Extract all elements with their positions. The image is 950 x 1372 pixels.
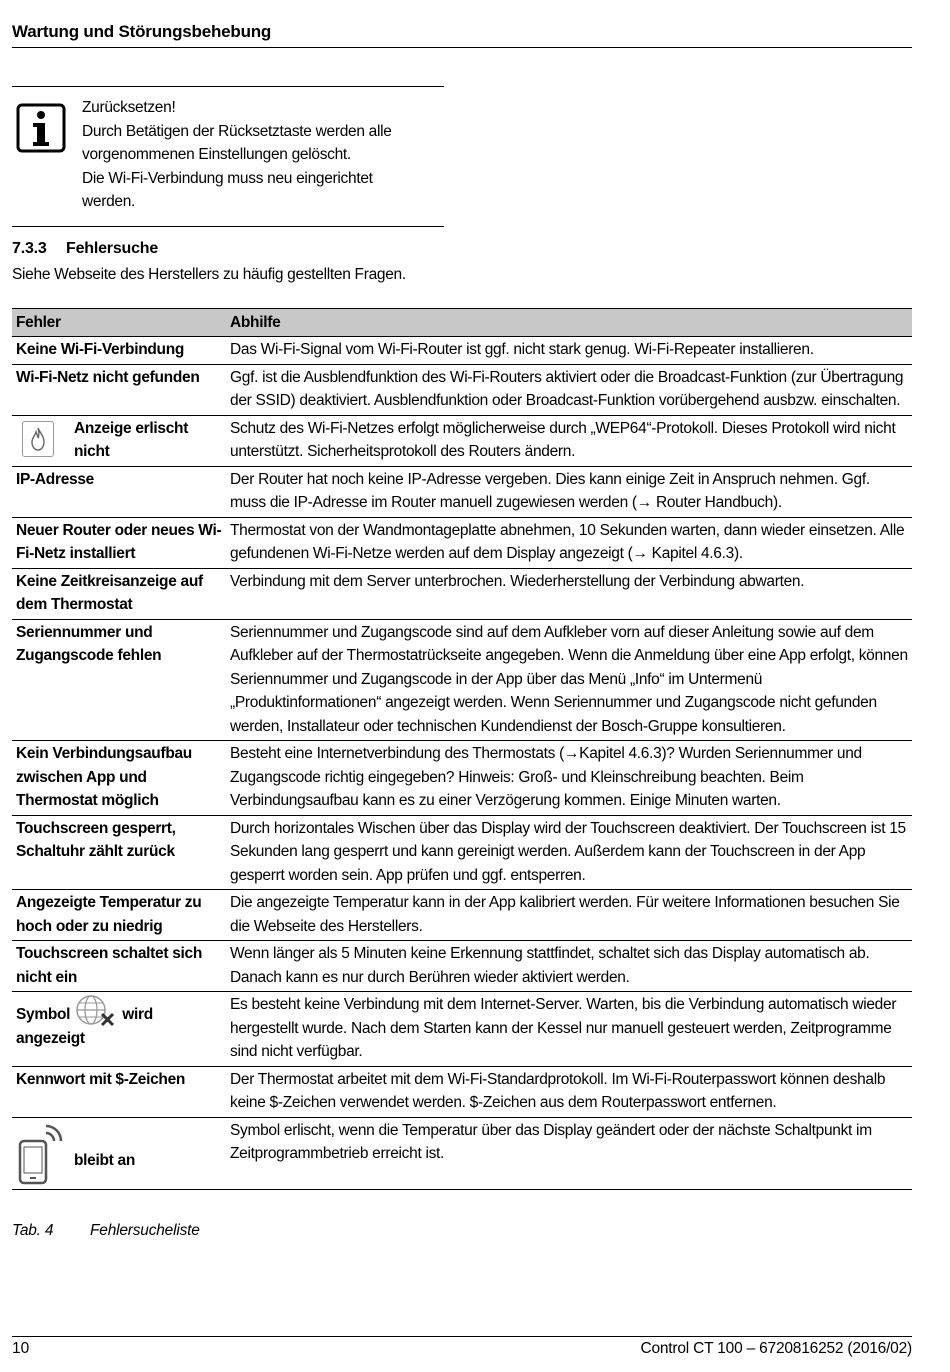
section-heading	[12, 240, 158, 258]
remedy-cell: Schutz des Wi-Fi-Netzes erfolgt möglicherweise durch „WEP64“-Protokoll. Dieses Protokoll wird nicht unterstützt. Sicherheitsprotokoll des Routers ändern.	[226, 415, 912, 466]
table-row	[12, 815, 912, 890]
table-row	[12, 337, 912, 365]
info-line: Zurücksetzen!	[82, 99, 176, 116]
table-row	[12, 568, 912, 619]
table-caption-label: Tab. 4	[12, 1222, 54, 1239]
table-row	[12, 890, 912, 941]
remedy-cell: Symbol erlischt, wenn die Temperatur über das Display geändert oder der nächste Schaltpunkt im Zeitprogrammbetrieb erreicht ist.	[226, 1117, 912, 1189]
info-line: Die Wi-Fi-Verbindung muss neu eingerichtet	[82, 169, 373, 187]
remedy-cell: Verbindung mit dem Server unterbrochen. Wiederherstellung der Verbindung abwarten.	[226, 568, 912, 619]
phone-signal-icon	[16, 1123, 66, 1187]
flame-icon	[22, 421, 54, 457]
remedy-cell: Es besteht keine Verbindung mit dem Internet-Server. Warten, bis die Verbindung automatisch wieder hergestellt wurde. Nach dem Starten kann der Kessel nur manuell gesteuert werden, Zeitprogramme sind nicht verfügbar.	[226, 992, 912, 1067]
column-header-remedy: Abhilfe	[226, 309, 912, 337]
error-cell: Keine Zeitkreisanzeige auf dem Thermostat	[12, 568, 226, 619]
section-title: Fehlersuche	[66, 240, 159, 257]
table-row	[12, 364, 912, 415]
page-header-title: Wartung und Störungsbehebung	[12, 22, 272, 41]
error-cell: Angezeigte Temperatur zu hoch oder zu niedrig	[12, 890, 226, 941]
error-cell: Kennwort mit $-Zeichen	[12, 1066, 226, 1117]
table-row	[12, 517, 912, 568]
table-header-row	[12, 309, 912, 337]
error-cell: Wi-Fi-Netz nicht gefunden	[12, 364, 226, 415]
table-row	[12, 992, 912, 1067]
info-line: werden.	[82, 193, 136, 210]
table-caption-text: Fehlersucheliste	[90, 1222, 200, 1239]
document-reference: Control CT 100 – 6720816252 (2016/02)	[640, 1340, 912, 1357]
error-cell: IP-Adresse	[12, 466, 226, 517]
table-row	[12, 466, 912, 517]
remedy-cell: Der Router hat noch keine IP-Adresse vergeben. Dies kann einige Zeit in Anspruch nehmen. Ggf. muss die IP-Adresse im Router manuell zugewiesen werden (→ Router Handbuch).	[226, 466, 912, 517]
remedy-cell: Thermostat von der Wandmontageplatte abnehmen, 10 Sekunden warten, dann wieder einsetzen. Alle gefundenen Wi-Fi-Netze werden auf dem Display angezeigt (→ Kapitel 4.6.3).	[226, 517, 912, 568]
error-label-pre: Symbol	[16, 1006, 71, 1023]
table-row	[12, 1117, 912, 1189]
error-cell: Neuer Router oder neues Wi-Fi-Netz installiert	[12, 517, 226, 568]
info-line: vorgenommenen Einstellungen gelöscht.	[82, 146, 351, 163]
remedy-cell: Wenn länger als 5 Minuten keine Erkennung stattfindet, schaltet sich das Display automatisch ab. Danach kann es nur durch Berühren wieder aktiviert werden.	[226, 941, 912, 992]
remedy-cell: Der Thermostat arbeitet mit dem Wi-Fi-Standardprotokoll. Im Wi-Fi-Routerpasswort können deshalb keine $-Zeichen verwendet werden. $-Zeichen aus dem Routerpasswort entfernen.	[226, 1066, 912, 1117]
footer-divider	[12, 1336, 912, 1337]
globe-disconnected-icon	[74, 993, 118, 1027]
info-line: Durch Betätigen der Rücksetztaste werden alle	[82, 122, 392, 140]
remedy-cell: Durch horizontales Wischen über das Display wird der Touchscreen deaktiviert. Der Touchscreen ist 15 Sekunden lang gesperrt und kann gereinigt werden. Außerdem kann der Touchscreen in der App gesperrt worden sein. App prüfen und ggf. entsperren.	[226, 815, 912, 890]
remedy-cell: Besteht eine Internetverbindung des Thermostats (→Kapitel 4.6.3)? Wurden Seriennummer und Zugangscode richtig eingegeben? Hinweis: Groß- und Kleinschreibung beachten. Beim Verbindungsaufbau kann es zu einer Verzögerung kommen. Einige Minuten warten.	[226, 741, 912, 816]
error-cell: Touchscreen gesperrt, Schaltuhr zählt zurück	[12, 815, 226, 890]
info-notice-box	[12, 86, 444, 227]
page-number: 10	[12, 1340, 30, 1357]
info-text	[82, 96, 437, 214]
remedy-cell: Das Wi-Fi-Signal vom Wi-Fi-Router ist ggf. nicht stark genug. Wi-Fi-Repeater installieren.	[226, 337, 912, 365]
error-label-post: wird angezeigt	[16, 1006, 153, 1047]
error-cell	[12, 992, 226, 1067]
section-number: 7.3.3	[12, 240, 47, 257]
error-label: Anzeige erlischt nicht	[74, 419, 189, 460]
table-caption	[12, 1222, 200, 1240]
error-cell	[12, 1117, 226, 1189]
troubleshooting-table	[12, 308, 912, 1190]
error-cell: Kein Verbindungsaufbau zwischen App und Thermostat möglich	[12, 741, 226, 816]
remedy-cell: Ggf. ist die Ausblendfunktion des Wi-Fi-Routers aktiviert oder die Broadcast-Funktion (zur Übertragung der SSID) deaktiviert. Ausblendfunktion oder Broadcast-Funktion vorübergehend ausbzw. einschalten.	[226, 364, 912, 415]
header-divider	[12, 47, 912, 48]
remedy-cell: Die angezeigte Temperatur kann in der App kalibriert werden. Für weitere Informationen besuchen Sie die Webseite des Herstellers.	[226, 890, 912, 941]
info-icon	[16, 103, 66, 153]
table-row	[12, 1066, 912, 1117]
table-row	[12, 941, 912, 992]
table-row	[12, 741, 912, 816]
table-row	[12, 619, 912, 741]
error-cell: Touchscreen schaltet sich nicht ein	[12, 941, 226, 992]
error-label: bleibt an	[74, 1152, 136, 1169]
table-row	[12, 415, 912, 466]
remedy-cell: Seriennummer und Zugangscode sind auf dem Aufkleber vorn auf dieser Anleitung sowie auf dem Aufkleber auf der Thermostatrückseite angegeben. Wenn die Anmeldung über eine App erfolgt, können Seriennummer und Zugangscode in der App über das Menü „Info“ im Untermenü „Produktinformationen“ angezeigt werden. Wenn Seriennummer und Zugangscode nicht gefunden werden, Installateur oder technischen Kundendienst der Bosch-Gruppe konsultieren.	[226, 619, 912, 741]
error-cell: Seriennummer und Zugangscode fehlen	[12, 619, 226, 741]
column-header-error: Fehler	[12, 309, 226, 337]
error-cell: Keine Wi-Fi-Verbindung	[12, 337, 226, 365]
error-cell	[12, 415, 226, 466]
section-intro: Siehe Webseite des Herstellers zu häufig gestellten Fragen.	[12, 266, 406, 283]
